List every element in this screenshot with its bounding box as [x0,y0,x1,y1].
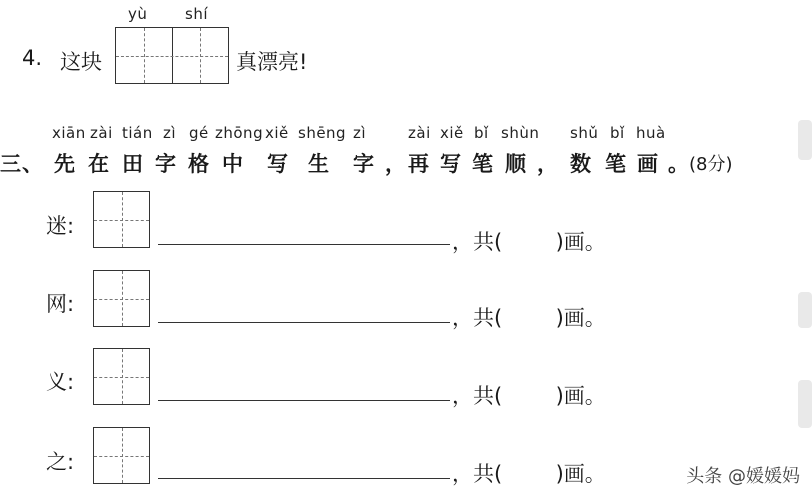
page-edge-shadow [798,292,812,328]
heading-char: 画 [637,152,658,176]
pinyin: zài [90,124,113,142]
pinyin: zì [163,124,177,142]
watermark: 头条 @媛媛妈 [682,461,804,489]
stroke-count-text: ，共( )画。 [452,462,606,486]
stroke-order-line[interactable] [158,478,450,479]
score: (8分) [689,154,733,175]
heading-char: 田 [122,152,143,176]
pinyin: xiān [52,124,86,142]
heading-char: 字 [155,152,176,176]
pinyin: tián [122,124,153,142]
pinyin: xiě [440,124,464,142]
heading-char: 在 [88,152,109,176]
heading-char: 先 [54,152,75,176]
pinyin: bǐ [474,124,489,142]
tianzige-grid[interactable] [93,270,150,327]
pinyin: zài [408,124,431,142]
question-suffix: 真漂亮! [236,50,308,74]
heading-char: ， [537,152,558,176]
heading-char: 顺 [505,152,526,176]
heading-char: 三 [0,152,21,176]
pinyin-shi: shí [185,5,208,23]
pinyin: shùn [501,124,540,142]
stroke-order-line[interactable] [158,400,450,401]
answer-grid-double[interactable] [115,27,229,84]
row-label: 之: [46,450,75,474]
heading-char: 生 [308,152,329,176]
stroke-count-text: ，共( )画。 [452,306,606,330]
heading-char: 格 [188,152,209,176]
pinyin: bǐ [610,124,625,142]
stroke-count-text: ，共( )画。 [452,230,606,254]
row-label: 义: [46,370,75,394]
heading-char: 字 [353,152,374,176]
heading-char: 写 [267,152,288,176]
tianzige-grid[interactable] [93,427,150,484]
pinyin: xiě [265,124,289,142]
pinyin: gé [189,124,209,142]
heading-char: ， [385,152,406,176]
question-number: 4. [22,46,43,70]
pinyin: zhōng [215,124,264,142]
heading-char: 写 [440,152,461,176]
row-label: 网: [46,292,75,316]
stroke-order-line[interactable] [158,244,450,245]
row-label: 迷: [46,214,75,238]
heading-char: 中 [222,152,243,176]
tianzige-grid[interactable] [93,191,150,248]
tianzige-grid[interactable] [93,348,150,405]
heading-char: 。 [668,152,689,176]
pinyin: shǔ [570,124,599,142]
page-edge-shadow [798,120,812,160]
stroke-order-line[interactable] [158,322,450,323]
heading-char: 数 [570,152,591,176]
question-prefix: 这块 [60,50,102,74]
pinyin: shēng [298,124,347,142]
pinyin: zì [353,124,367,142]
heading-char: 笔 [472,152,493,176]
pinyin-yu: yù [128,5,148,23]
pinyin: huà [636,124,666,142]
stroke-count-text: ，共( )画。 [452,384,606,408]
heading-char: 、 [22,152,43,176]
page-edge-shadow [798,380,812,428]
heading-char: 再 [408,152,429,176]
heading-char: 笔 [605,152,626,176]
